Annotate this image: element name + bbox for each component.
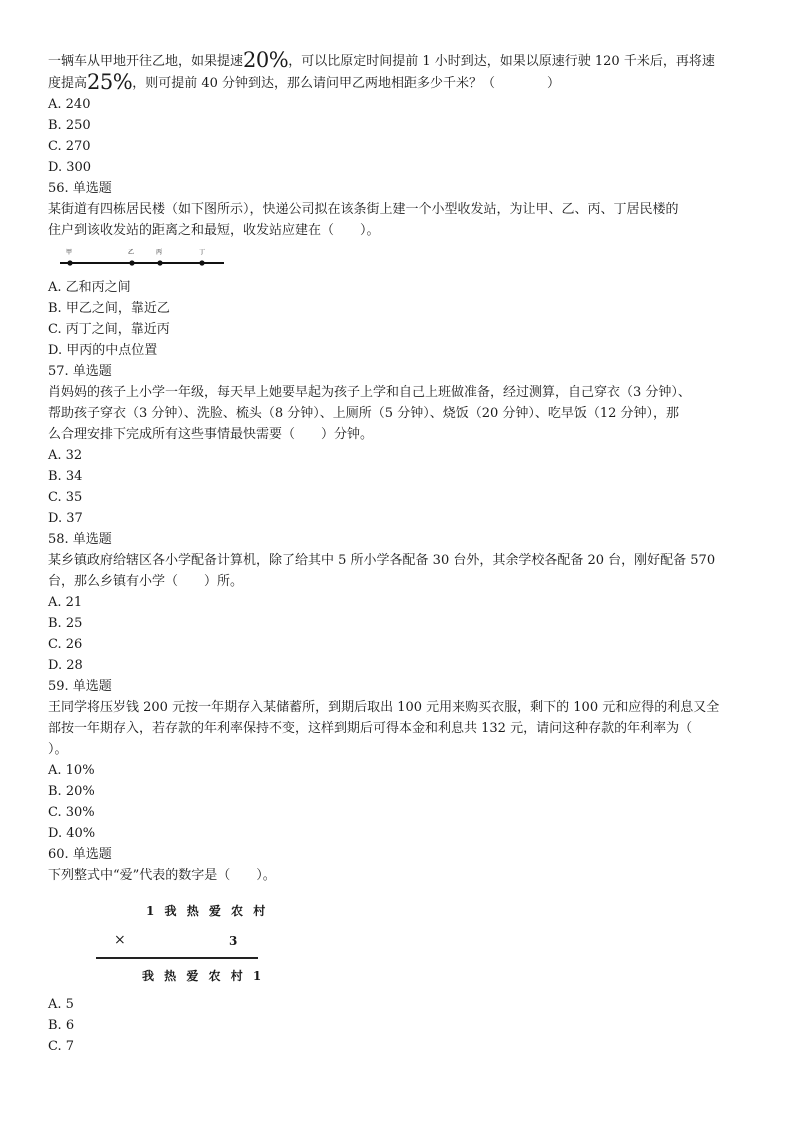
- q60-option-c[interactable]: C. 7: [48, 1039, 75, 1054]
- q55-stem-line-1: 一辆车从甲地开往乙地，如果提速20%，可以比原定时间提前 1 小时到达，如果以原速行驶 120 千米后，再将速: [48, 48, 715, 72]
- q58-stem-line-2: 台，那么乡镇有小学（ ）所。: [48, 574, 244, 589]
- q58-option-d[interactable]: D. 28: [48, 658, 83, 673]
- building-bing-dot: [157, 260, 162, 265]
- q56-option-d[interactable]: D. 甲丙的中点位置: [48, 343, 158, 358]
- q56-stem-line-2: 住户到该收发站的距离之和最短，收发站应建在（ ）。: [48, 223, 380, 238]
- q59-label: 59. 单选题: [48, 679, 112, 694]
- building-ding-dot: [199, 260, 204, 265]
- q56-label: 56. 单选题: [48, 181, 112, 196]
- building-yi-dot: [129, 260, 134, 265]
- q59-stem-line-3: ）。: [48, 742, 68, 757]
- q57-option-c[interactable]: C. 35: [48, 490, 83, 505]
- q56-stem-line-1: 某街道有四栋居民楼（如下图所示），快递公司拟在该条街上建一个小型收发站，为让甲、乙、丙、丁居民楼的: [48, 202, 679, 217]
- q55-percent-1: 20%: [243, 48, 289, 72]
- multiplier: 3: [229, 934, 238, 948]
- q59-stem-line-1: 王同学将压岁钱 200 元按一年期存入某储蓄所，到期后取出 100 元用来购买衣服，剩下的 100 元和应得的利息又全: [48, 700, 720, 715]
- q60-stem-line-1: 下列整式中“爱”代表的数字是（ ）。: [48, 868, 276, 883]
- q57-stem-line-3: 么合理安排下完成所有这些事情最快需要（ ）分钟。: [48, 427, 374, 442]
- q55-stem: [48, 50, 748, 94]
- building-ding-label: 丁: [199, 249, 206, 256]
- q59-option-d[interactable]: D. 40%: [48, 826, 96, 841]
- q57-stem-line-1: 肖妈妈的孩子上小学一年级，每天早上她要早起为孩子上学和自己上班做准备，经过测算，自己穿衣（3 分钟）、: [48, 385, 691, 400]
- building-jia-label: 甲: [66, 249, 73, 256]
- q59-option-c[interactable]: C. 30%: [48, 805, 95, 820]
- q56-option-a[interactable]: A. 乙和丙之间: [48, 280, 131, 295]
- q57-option-d[interactable]: D. 37: [48, 511, 83, 526]
- times-sign: ×: [114, 932, 126, 948]
- q56-street-figure: [48, 241, 748, 277]
- q57-stem-line-2: 帮助孩子穿衣（3 分钟）、洗脸、梳头（8 分钟）、上厕所（5 分钟）、烧饭（20 分钟）、吃早饭（12 分钟），那: [48, 406, 680, 421]
- q57-option-b[interactable]: B. 34: [48, 469, 83, 484]
- q58-option-a[interactable]: A. 21: [48, 595, 83, 610]
- street-diagram: [56, 245, 236, 275]
- q55-option-d[interactable]: D. 300: [48, 160, 92, 175]
- q58-option-c[interactable]: C. 26: [48, 637, 83, 652]
- q55-option-b[interactable]: B. 250: [48, 118, 91, 133]
- q57-label: 57. 单选题: [48, 364, 112, 379]
- q59-option-a[interactable]: A. 10%: [48, 763, 95, 778]
- q55-option-a[interactable]: A. 240: [48, 97, 91, 112]
- product: 我 热 爱 农 村 1: [142, 969, 265, 983]
- product-rule-line: [96, 957, 258, 959]
- q56-option-b[interactable]: B. 甲乙之间，靠近乙: [48, 301, 170, 316]
- q60-multiplication-figure: [48, 894, 748, 994]
- document-page: [48, 50, 748, 1057]
- building-yi-label: 乙: [128, 249, 135, 256]
- q60-label: 60. 单选题: [48, 847, 112, 862]
- building-jia-dot: [67, 260, 72, 265]
- multiplicand: 1 我 热 爱 农 村: [146, 904, 269, 918]
- q60-option-a[interactable]: A. 5: [48, 997, 74, 1012]
- q55-stem-line-2: 度提高25%，则可提前 40 分钟到达，那么请问甲乙两地相距多少千米？（ ）: [48, 70, 561, 94]
- building-bing-label: 丙: [156, 249, 163, 256]
- q55-option-c[interactable]: C. 270: [48, 139, 91, 154]
- q59-option-b[interactable]: B. 20%: [48, 784, 95, 799]
- q58-label: 58. 单选题: [48, 532, 112, 547]
- q59-stem-line-2: 部按一年期存入，若存款的年利率保持不变，这样到期后可得本金和利息共 132 元，请问这种存款的年利率为（: [48, 721, 693, 736]
- q58-option-b[interactable]: B. 25: [48, 616, 83, 631]
- q55-percent-2: 25%: [87, 70, 133, 94]
- q58-stem-line-1: 某乡镇政府给辖区各小学配备计算机，除了给其中 5 所小学各配备 30 台外，其余学校各配备 20 台，刚好配备 570: [48, 553, 716, 568]
- q56-option-c[interactable]: C. 丙丁之间，靠近丙: [48, 322, 170, 337]
- q60-option-b[interactable]: B. 6: [48, 1018, 75, 1033]
- q57-option-a[interactable]: A. 32: [48, 448, 83, 463]
